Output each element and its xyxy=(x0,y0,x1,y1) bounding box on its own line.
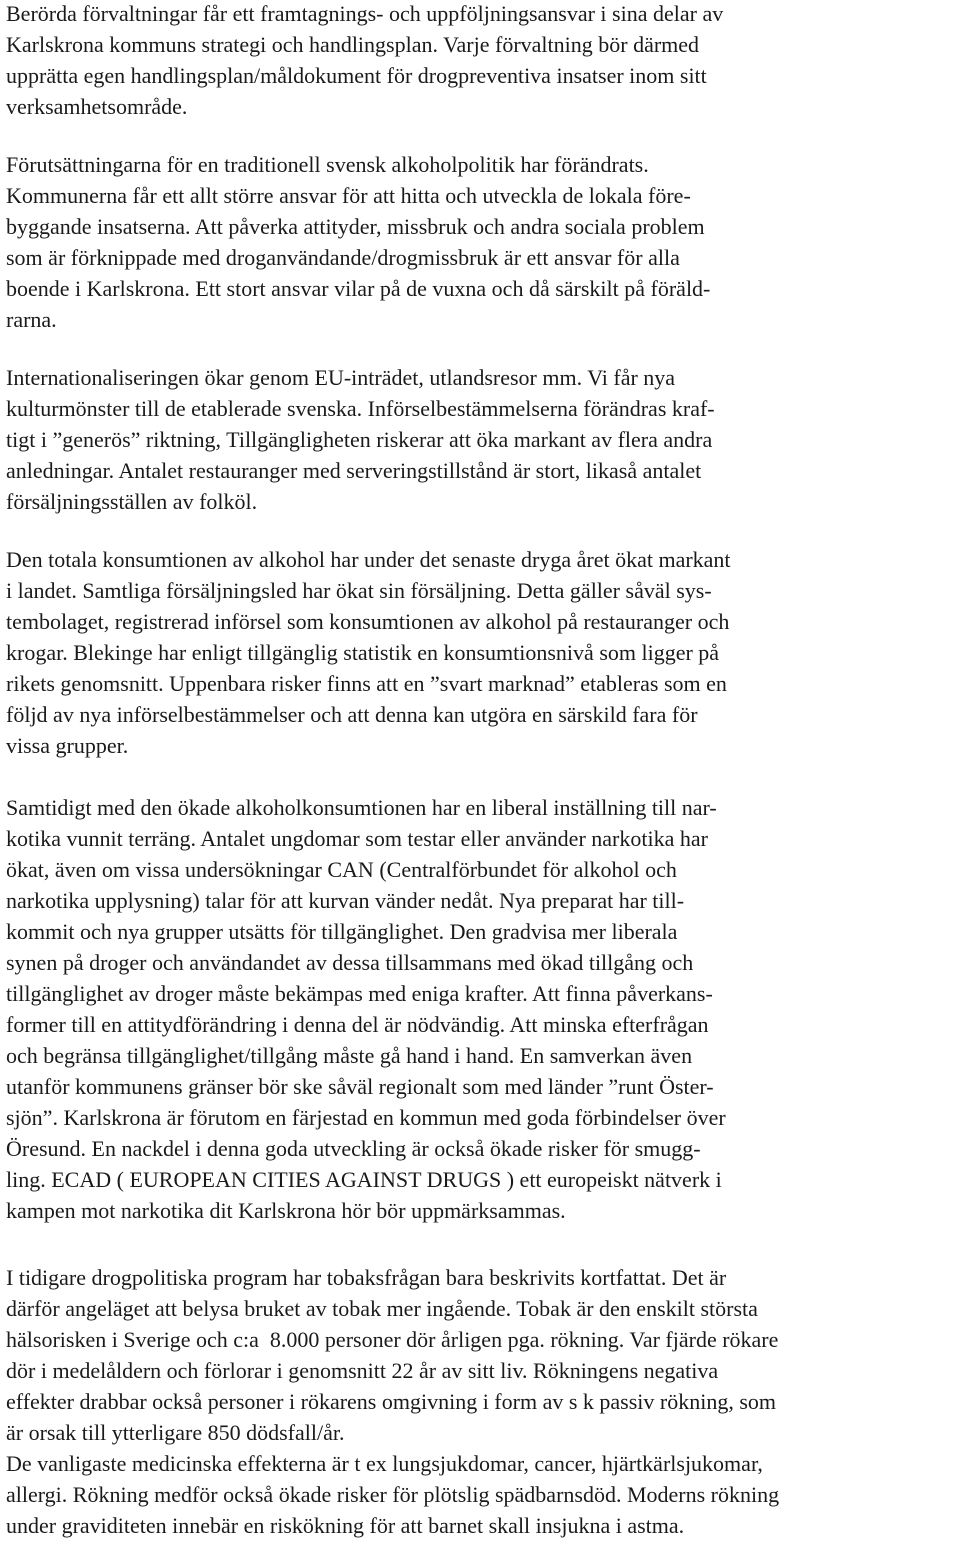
text-line: Öresund. En nackdel i denna goda utveckling är också ökade risker för smugg- xyxy=(6,1136,701,1161)
text-line: anledningar. Antalet restauranger med serveringstillstånd är stort, likaså antalet xyxy=(6,458,702,483)
text-line: sjön”. Karlskrona är förutom en färjestad en kommun med goda förbindelser över xyxy=(6,1105,726,1130)
text-line: hälsorisken i Sverige och c:a 8.000 personer dör årligen pga. rökning. Var fjärde rökare xyxy=(6,1327,779,1352)
text-line: Samtidigt med den ökade alkoholkonsumtionen har en liberal inställning till nar- xyxy=(6,795,717,820)
text-line: Förutsättningarna för en traditionell svensk alkoholpolitik har förändrats. xyxy=(6,152,649,177)
text-line: boende i Karlskrona. Ett stort ansvar vilar på de vuxna och då särskilt på föräld- xyxy=(6,276,711,301)
text-line: kotika vunnit terräng. Antalet ungdomar som testar eller använder narkotika har xyxy=(6,826,708,851)
text-line: allergi. Rökning medför också ökade risker för plötslig spädbarnsdöd. Moderns rökning xyxy=(6,1482,780,1507)
text-line: ling. ECAD ( EUROPEAN CITIES AGAINST DRUGS ) ett europeiskt nätverk i xyxy=(6,1167,722,1192)
text-line: Berörda förvaltningar får ett framtagnings- och uppföljningsansvar i sina delar av xyxy=(6,1,724,26)
text-line: därför angeläget att belysa bruket av tobak mer ingående. Tobak är den enskilt största xyxy=(6,1296,758,1321)
text-line: upprätta egen handlingsplan/måldokument för drogpreventiva insatser inom sitt xyxy=(6,63,707,88)
text-line: kulturmönster till de etablerade svenska. Införselbestämmelserna förändras kraf- xyxy=(6,396,715,421)
text-line: och begränsa tillgänglighet/tillgång måste gå hand i hand. En samverkan även xyxy=(6,1043,693,1068)
text-line: kampen mot narkotika dit Karlskrona hör bör uppmärksammas. xyxy=(6,1198,566,1223)
text-line: rikets genomsnitt. Uppenbara risker finns att en ”svart marknad” etableras som en xyxy=(6,671,727,696)
text-line: De vanligaste medicinska effekterna är t ex lungsjukdomar, cancer, hjärtkärlsjukomar, xyxy=(6,1451,763,1476)
text-line: ökat, även om vissa undersökningar CAN (Centralförbundet för alkohol och xyxy=(6,857,677,882)
text-line: är orsak till ytterligare 850 dödsfall/år. xyxy=(6,1420,345,1445)
text-line: tigt i ”generös” riktning, Tillgängligheten riskerar att öka markant av flera andra xyxy=(6,427,713,452)
text-line: former till en attitydförändring i denna del är nödvändig. Att minska efterfrågan xyxy=(6,1012,709,1037)
text-line: tembolaget, registrerad införsel som konsumtionen av alkohol på restauranger och xyxy=(6,609,730,634)
text-line: verksamhetsområde. xyxy=(6,94,188,119)
text-line: vissa grupper. xyxy=(6,733,129,758)
text-line: försäljningsställen av folköl. xyxy=(6,489,258,514)
text-line: i landet. Samtliga försäljningsled har ökat sin försäljning. Detta gäller såväl sys- xyxy=(6,578,712,603)
text-line: byggande insatserna. Att påverka attityder, missbruk och andra sociala problem xyxy=(6,214,705,239)
text-line: under graviditeten innebär en riskökning för att barnet skall insjukna i astma. xyxy=(6,1513,685,1538)
text-line: synen på droger och användandet av dessa tillsammans med ökad tillgång och xyxy=(6,950,694,975)
text-line: dör i medelåldern och förlorar i genomsnitt 22 år av sitt liv. Rökningens negativa xyxy=(6,1358,719,1383)
text-line: Internationaliseringen ökar genom EU-inträdet, utlandsresor mm. Vi får nya xyxy=(6,365,676,390)
text-line: Kommunerna får ett allt större ansvar för att hitta och utveckla de lokala före- xyxy=(6,183,691,208)
text-line: följd av nya införselbestämmelser och att denna kan utgöra en särskild fara för xyxy=(6,702,698,727)
text-line: kommit och nya grupper utsätts för tillgänglighet. Den gradvisa mer liberala xyxy=(6,919,678,944)
text-line: som är förknippade med droganvändande/drogmissbruk är ett ansvar för alla xyxy=(6,245,680,270)
text-line: I tidigare drogpolitiska program har tobaksfrågan bara beskrivits kortfattat. Det är xyxy=(6,1265,727,1290)
text-line: tillgänglighet av droger måste bekämpas med eniga krafter. Att finna påverkans- xyxy=(6,981,713,1006)
text-line: Karlskrona kommuns strategi och handlingsplan. Varje förvaltning bör därmed xyxy=(6,32,700,57)
text-line: effekter drabbar också personer i rökarens omgivning i form av s k passiv rökning, som xyxy=(6,1389,777,1414)
text-line: krogar. Blekinge har enligt tillgänglig statistik en konsumtionsnivå som ligger på xyxy=(6,640,720,665)
text-line: narkotika upplysning) talar för att kurvan vänder nedåt. Nya preparat har till- xyxy=(6,888,685,913)
text-line: utanför kommunens gränser bör ske såväl regionalt som med länder ”runt Öster- xyxy=(6,1074,714,1099)
text-line: rarna. xyxy=(6,307,57,332)
text-line: Den totala konsumtionen av alkohol har under det senaste dryga året ökat markant xyxy=(6,547,731,572)
